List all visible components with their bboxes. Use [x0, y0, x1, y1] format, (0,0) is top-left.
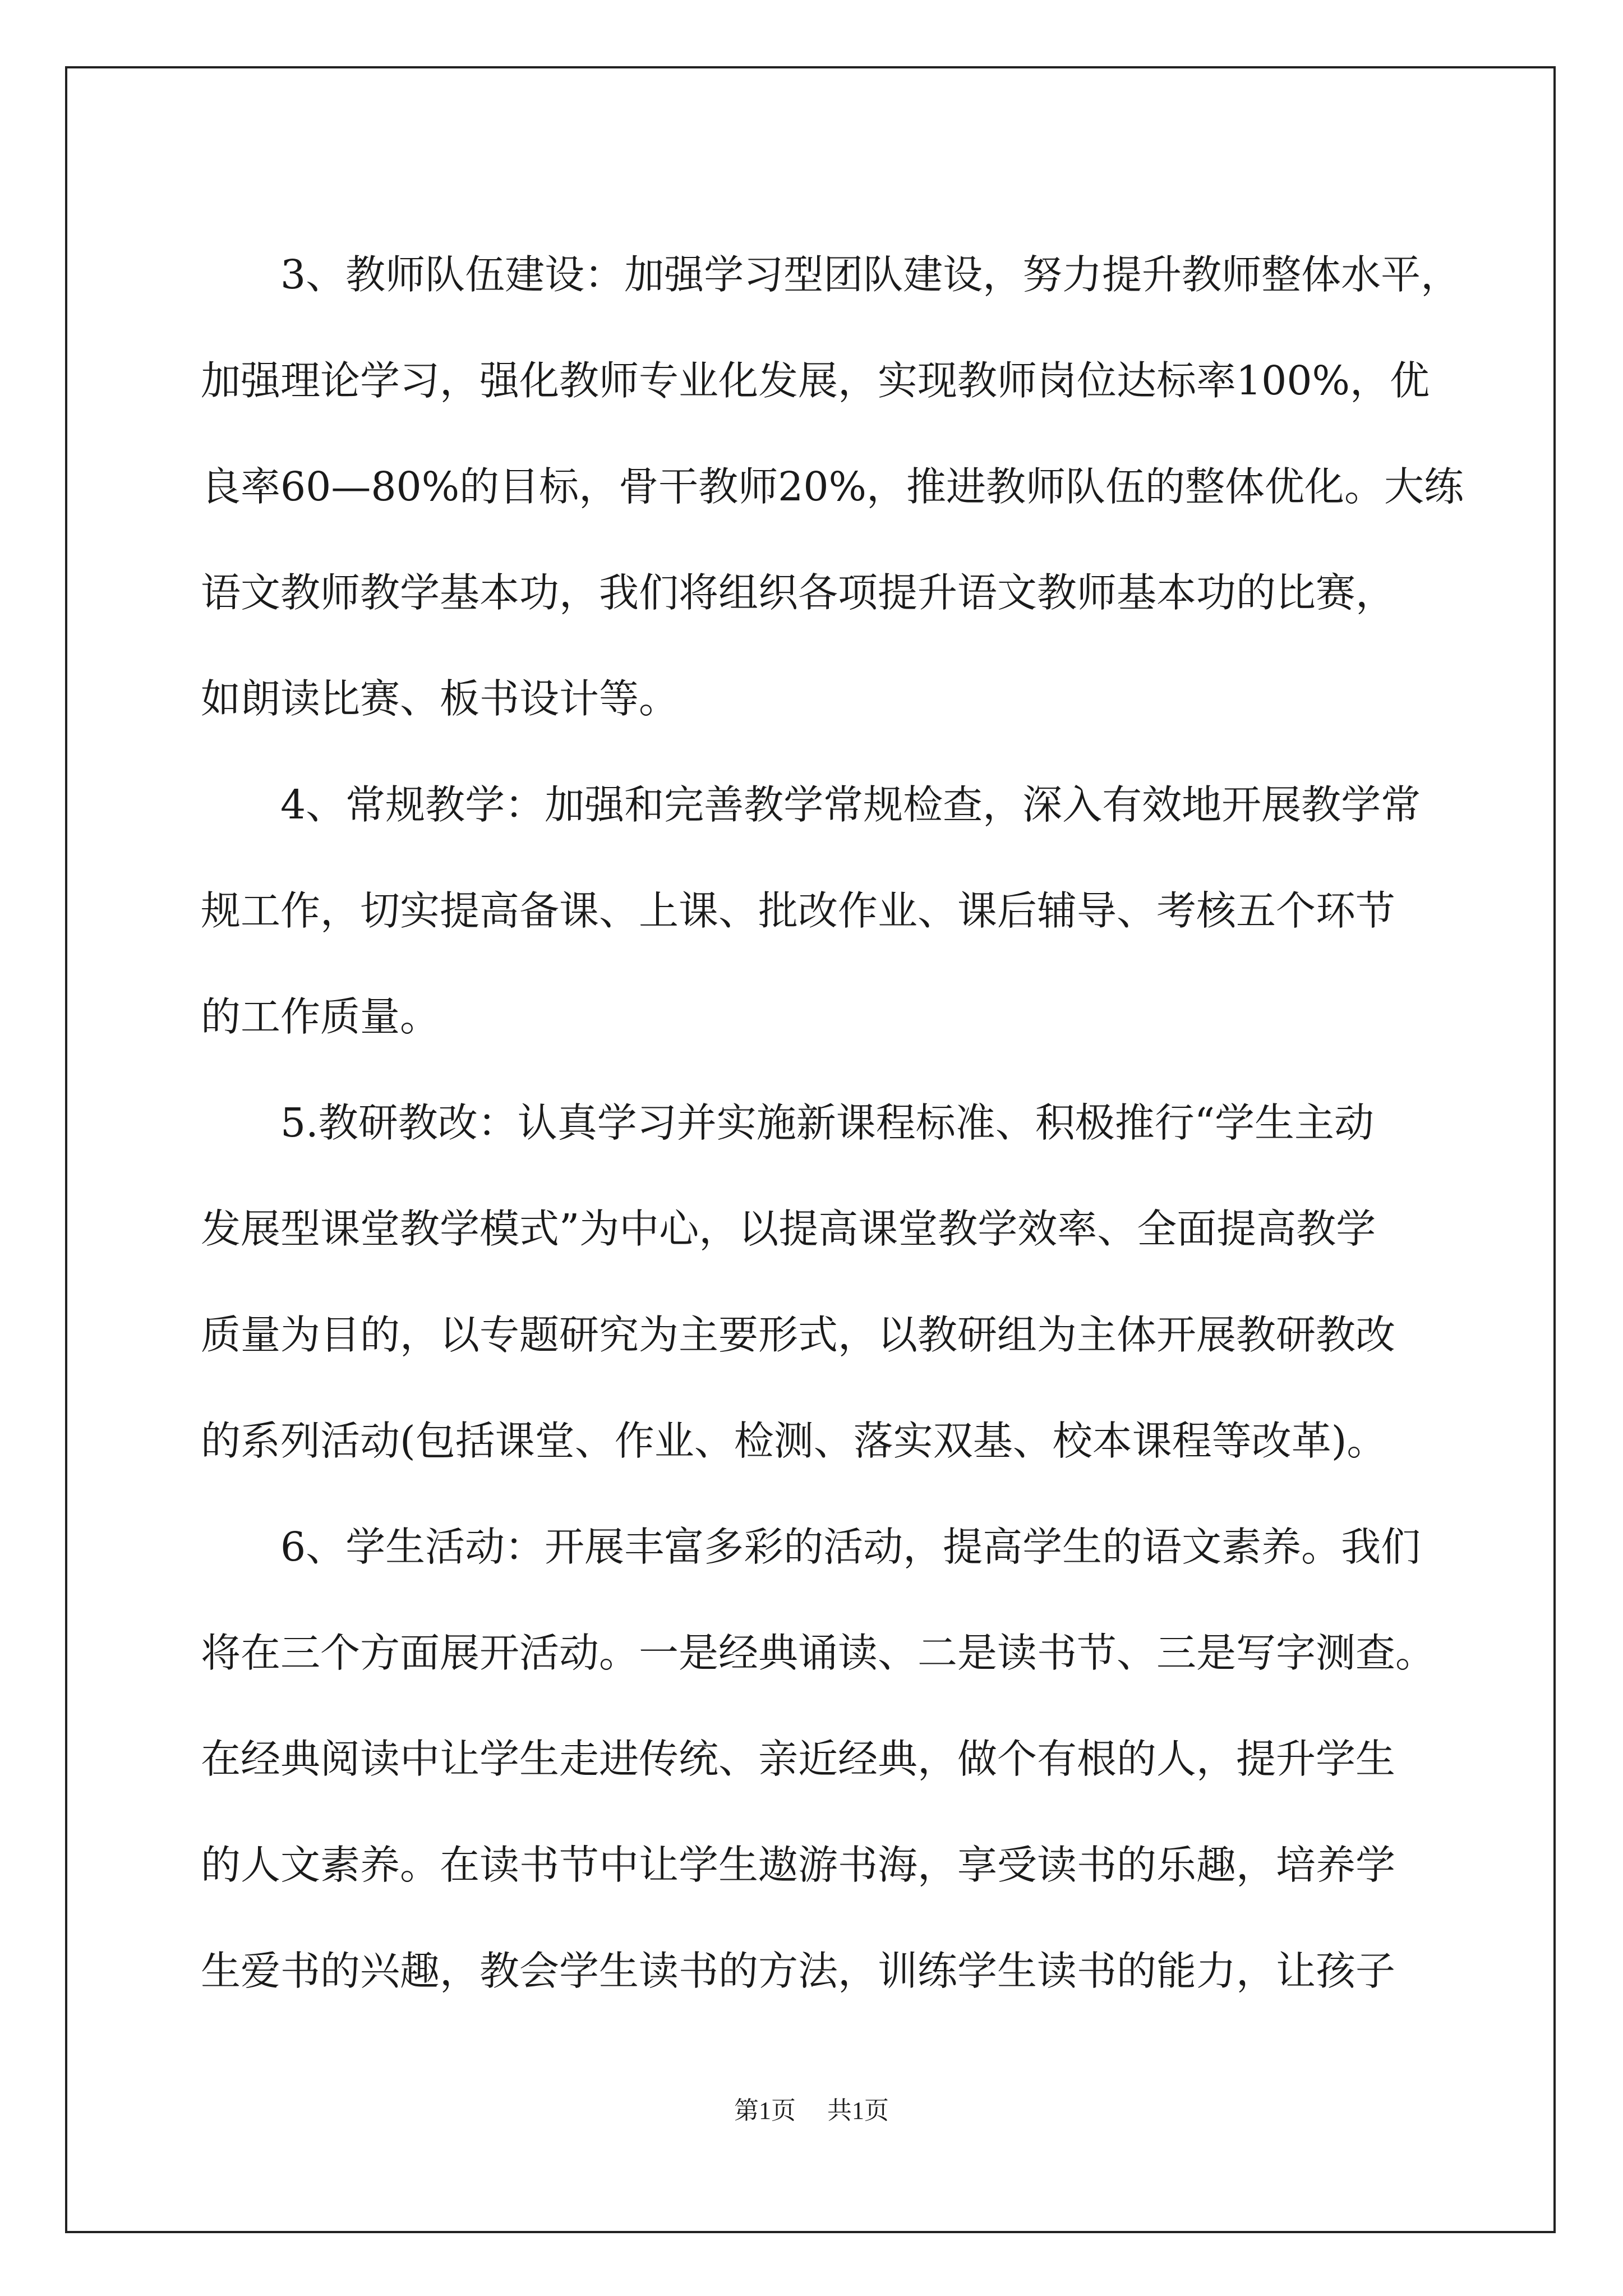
paragraph-5-line-4: 的系列活动(包括课堂、作业、检测、落实双基、校本课程等改革)。	[201, 1418, 1387, 1464]
paragraph-6-line-2: 将在三个方面展开活动。一是经典诵读、二是读书节、三是写字测查。	[201, 1630, 1436, 1676]
paragraph-4-line-1: 4、常规教学：加强和完善教学常规检查，深入有效地开展教学常	[280, 781, 1421, 828]
paragraph-6-line-1: 6、学生活动：开展丰富多彩的活动，提高学生的语文素养。我们	[280, 1524, 1421, 1570]
paragraph-4-line-3: 的工作质量。	[201, 993, 440, 1040]
page-footer	[0, 2090, 1623, 2126]
paragraph-5-line-3: 质量为目的，以专题研究为主要形式，以教研组为主体开展教研教改	[201, 1312, 1396, 1358]
page-number-current: 第1页	[734, 2097, 796, 2124]
paragraph-3-line-5: 如朗读比赛、板书设计等。	[201, 675, 679, 722]
paragraph-6-line-3: 在经典阅读中让学生走进传统、亲近经典，做个有根的人，提升学生	[201, 1736, 1396, 1782]
paragraph-5-line-1: 5.教研教改：认真学习并实施新课程标准、积极推行“学生主动	[280, 1099, 1375, 1146]
page-number-total: 共1页	[827, 2097, 889, 2124]
paragraph-4-line-2: 规工作，切实提高备课、上课、批改作业、课后辅导、考核五个环节	[201, 887, 1396, 934]
paragraph-6-line-5: 生爱书的兴趣，教会学生读书的方法，训练学生读书的能力，让孩子	[201, 1948, 1396, 1994]
paragraph-5-line-2: 发展型课堂教学模式”为中心，以提高课堂教学效率、全面提高教学	[201, 1205, 1376, 1252]
paragraph-3-line-3: 良率60—80%的目标，骨干教师20%，推进教师队伍的整体优化。大练	[201, 463, 1464, 510]
paragraph-6-line-4: 的人文素养。在读书节中让学生遨游书海，享受读书的乐趣，培养学	[201, 1842, 1396, 1888]
document-body	[201, 222, 1464, 2024]
paragraph-3-line-1: 3、教师队伍建设：加强学习型团队建设，努力提升教师整体水平，	[280, 251, 1461, 298]
paragraph-3-line-2: 加强理论学习，强化教师专业化发展，实现教师岗位达标率100%，优	[201, 357, 1430, 404]
paragraph-3-line-4: 语文教师教学基本功，我们将组织各项提升语文教师基本功的比赛，	[201, 569, 1396, 616]
